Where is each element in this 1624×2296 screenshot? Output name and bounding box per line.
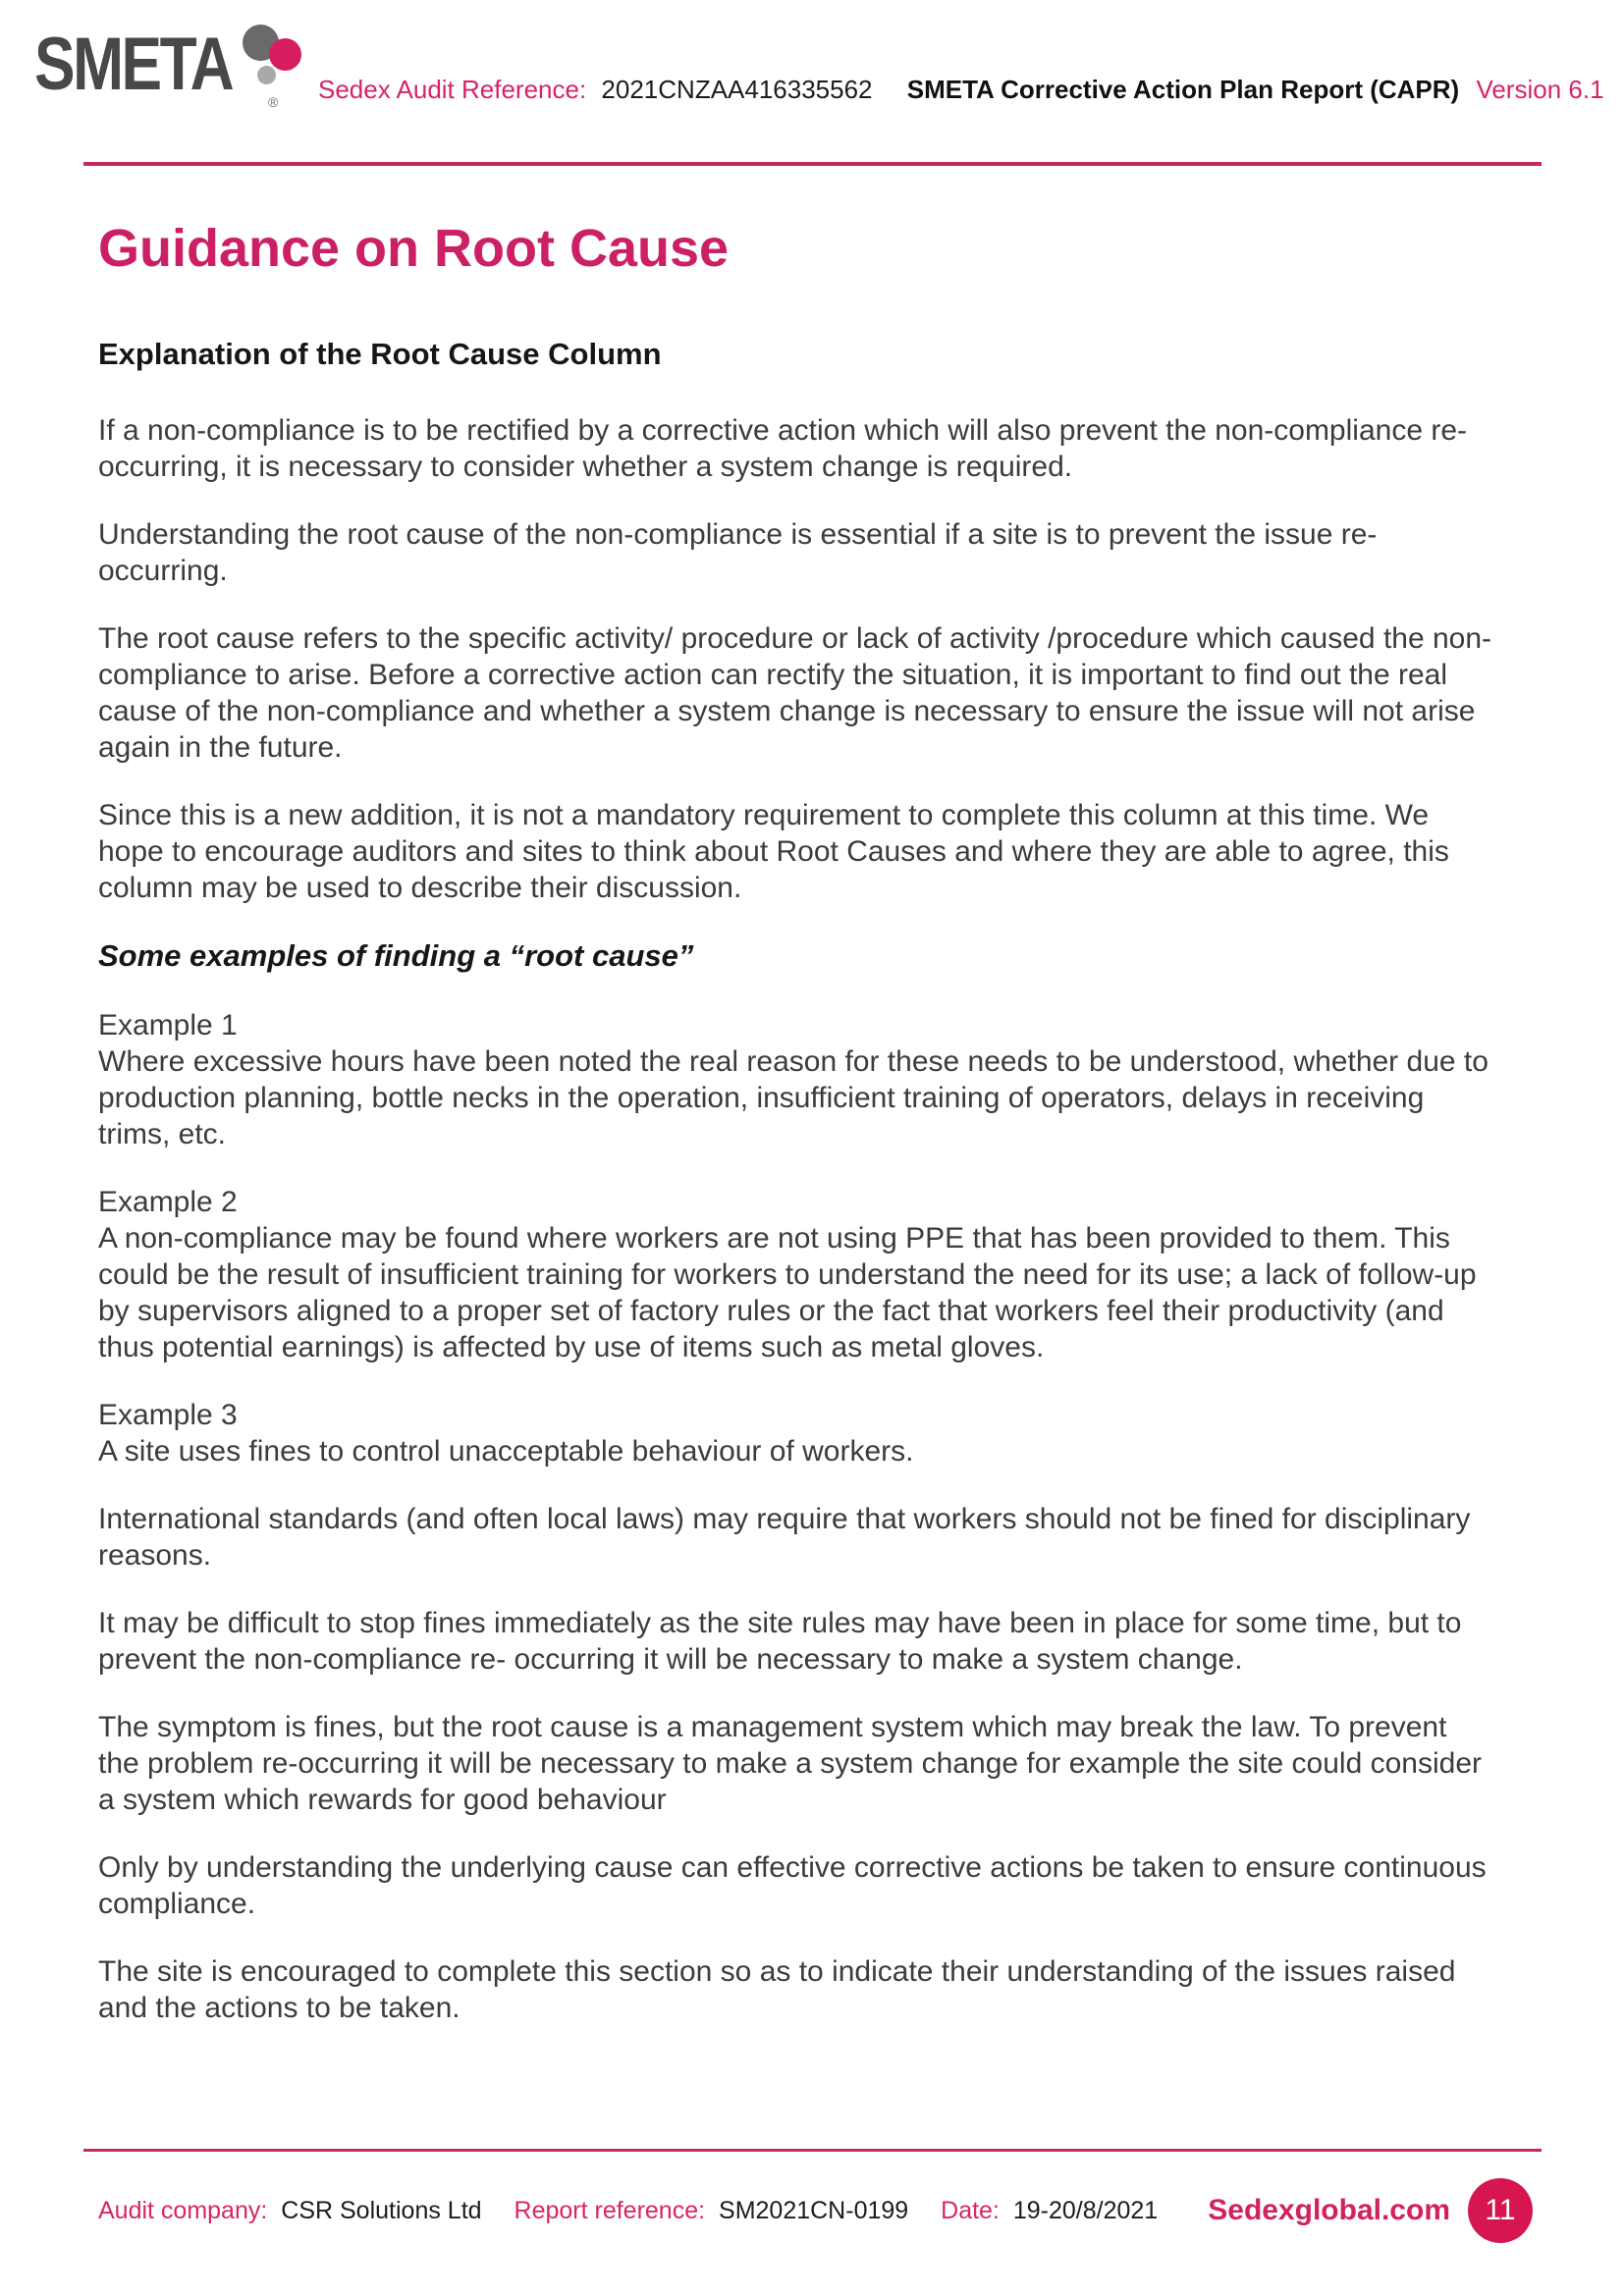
examples-heading: Some examples of finding a “root cause” [98,938,694,973]
logo-dot-lightgrey-icon [257,66,276,84]
paragraph: The site is encouraged to complete this section so as to indicate their understanding of the issues raised and the actions to be taken. [98,1955,1456,2024]
example-label: Example 2 [98,1186,238,1218]
example-text: A site uses fines to control unacceptable behaviour of workers. [98,1435,914,1468]
date-label: Date: [941,2196,1000,2224]
paragraph: Only by understanding the underlying cause can effective corrective actions be taken to ensure continuous compliance. [98,1851,1487,1920]
report-title: SMETA Corrective Action Plan Report (CAPR) [906,75,1460,104]
report-reference-value: SM2021CN-0199 [719,2196,909,2224]
paragraph: If a non-compliance is to be rectified by a corrective action which will also prevent the non-compliance re-occurring, it is necessary to consider whether a system change is required. [98,414,1468,483]
smeta-logo [34,10,319,118]
report-header [0,0,1624,167]
paragraph: Since this is a new addition, it is not a mandatory requirement to complete this column at this time. We hope to encourage auditors and sites to think about Root Causes and where they are able to agree, this column may be used to describe their discussion. [98,799,1449,904]
sedexglobal-link[interactable]: Sedexglobal.com [1208,2194,1450,2226]
example-text: A non-compliance may be found where workers are not using PPE that has been provided to them. This could be the result of insufficient training for workers to understand the need for its use; a lack of follow-up by supervisors aligned to a proper set of factory rules or the fact that workers feel their productivity (and thus potential earnings) is affected by use of items such as metal gloves. [98,1222,1477,1363]
page-number-badge: 11 [1468,2178,1533,2243]
footer-branding [1208,2178,1533,2243]
logo-dot-pink-icon [269,38,301,71]
paragraph: International standards (and often local laws) may require that workers should not be fined for disciplinary reasons. [98,1503,1471,1572]
header-divider [83,162,1542,166]
audit-company-label: Audit company: [98,2196,268,2224]
report-version: Version 6.1 [1476,75,1604,104]
footer-divider [83,2149,1542,2152]
audit-reference-value: 2021CNZAA416335562 [601,75,873,104]
page-title: Guidance on Root Cause [98,219,730,278]
audit-company-value: CSR Solutions Ltd [281,2196,482,2224]
example-block-1 [98,1007,1492,1152]
example-label: Example 1 [98,1009,238,1041]
example-block-2 [98,1184,1492,1365]
section-heading: Explanation of the Root Cause Column [98,337,662,371]
paragraph: It may be difficult to stop fines immediately as the site rules may have been in place for some time, but to prevent the non-compliance re- occurring it will be necessary to make a system change. [98,1607,1462,1676]
registered-trademark-icon: ® [268,94,279,110]
header-reference-line [318,75,1604,104]
date-value: 19-20/8/2021 [1012,2196,1159,2224]
document-body [98,218,1492,2057]
paragraph: Understanding the root cause of the non-compliance is essential if a site is to prevent the issue re-occurring. [98,518,1378,587]
smeta-logo-text: SMETA [34,23,233,106]
paragraph: The symptom is fines, but the root cause is a management system which may break the law. To prevent the problem re-occurring it will be necessary to make a system change for example the site could consider a system which rewards for good behaviour [98,1711,1482,1816]
example-text: Where excessive hours have been noted the real reason for these needs to be understood, whether due to production planning, bottle necks in the operation, insufficient training of operators, delays in receiving trims, etc. [98,1045,1489,1150]
footer-meta [98,2197,1183,2225]
footer-row [98,2171,1533,2250]
audit-reference-label: Sedex Audit Reference: [318,75,587,104]
example-label: Example 3 [98,1399,238,1431]
example-block-3 [98,1397,1492,1469]
paragraph: The root cause refers to the specific activity/ procedure or lack of activity /procedure which caused the non-compliance to arise. Before a corrective action can rectify the situation, it is important to find out the real cause of the non-compliance and whether a system change is necessary to ensure the issue will not arise again in the future. [98,622,1492,764]
report-reference-label: Report reference: [514,2196,706,2224]
